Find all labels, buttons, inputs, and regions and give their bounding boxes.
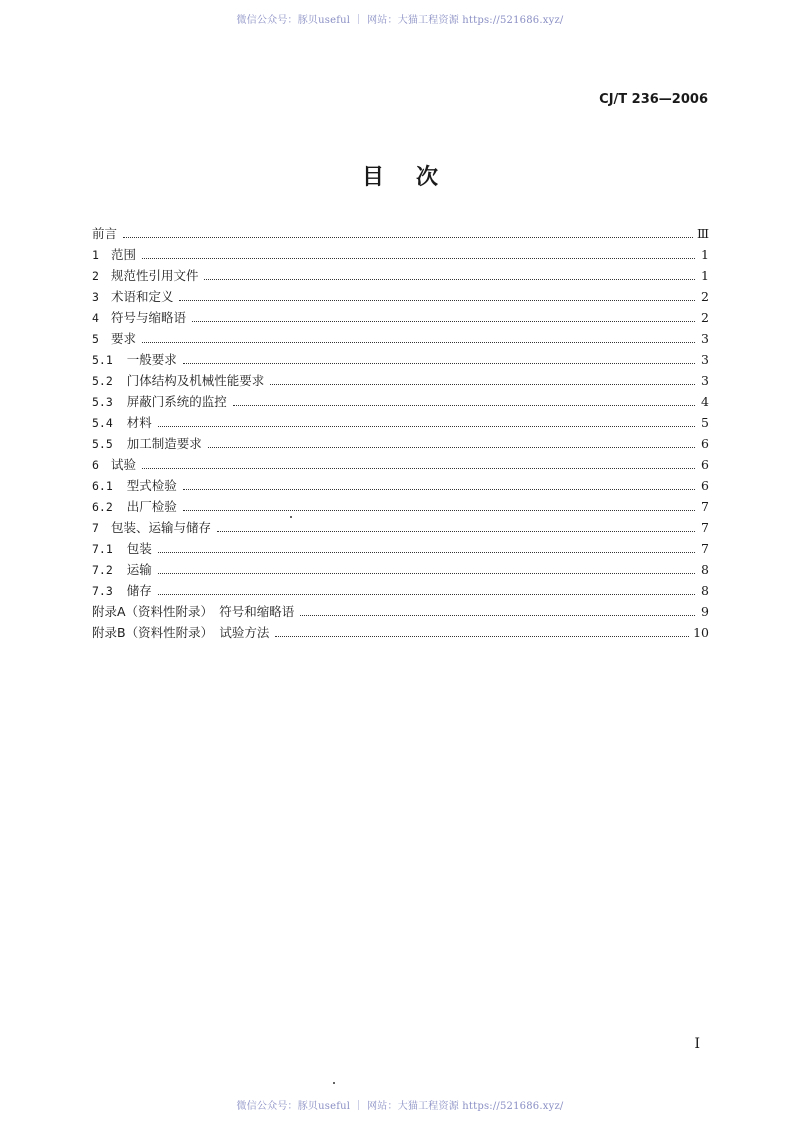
toc-leader-dots (204, 278, 695, 280)
toc-section-number: 6.2 (92, 500, 113, 514)
toc-section-number: 5.4 (92, 416, 113, 430)
toc-entry-7-2[interactable] (92, 560, 709, 581)
toc-section-number: 5.3 (92, 395, 113, 409)
toc-label: 要求 (110, 331, 136, 346)
toc-label: 一般要求 (126, 352, 177, 367)
toc-entry-3[interactable] (92, 287, 709, 308)
toc-page-number: 4 (701, 394, 709, 409)
toc-page-number: 7 (701, 499, 709, 514)
toc-page-number: 2 (701, 289, 709, 304)
toc-leader-dots (158, 551, 695, 553)
toc-page-number: 3 (701, 352, 709, 367)
toc-leader-dots (158, 425, 695, 427)
toc-entry-4[interactable] (92, 308, 709, 329)
toc-section-number: 5.2 (92, 374, 113, 388)
toc-label: 前言 (92, 226, 118, 241)
toc-entry-5[interactable] (92, 329, 709, 350)
toc-label: 屏蔽门系统的监控 (126, 394, 227, 409)
scan-speck (290, 516, 292, 518)
toc-leader-dots (275, 635, 689, 637)
toc-leader-dots (183, 362, 695, 364)
watermark-bottom: 微信公众号：豚贝useful ｜ 网站：大猫工程资源 https://521686.xyz/ (236, 1101, 564, 1112)
toc-section-number: 6.1 (92, 479, 113, 493)
toc-entry-7-3[interactable] (92, 581, 709, 602)
toc-page-number: 6 (701, 436, 709, 451)
toc-leader-dots (183, 509, 695, 511)
toc-section-number: 2 (92, 269, 99, 283)
toc-label: 型式检验 (126, 478, 177, 493)
toc-label: 符号与缩略语 (110, 310, 186, 325)
toc-label: 门体结构及机械性能要求 (126, 373, 265, 388)
toc-label: 试验 (110, 457, 136, 472)
toc-label: 附录B（资料性附录） 试验方法 (92, 625, 270, 640)
toc-leader-dots (300, 614, 695, 616)
toc-page-number: 7 (701, 541, 709, 556)
page-title: 目次 (361, 165, 470, 190)
toc-page-number: 1 (701, 247, 709, 262)
toc-section-number: 3 (92, 290, 99, 304)
table-of-contents (92, 224, 709, 644)
toc-label: 储存 (126, 583, 152, 598)
toc-label: 范围 (110, 247, 136, 262)
toc-section-number: 4 (92, 311, 99, 325)
toc-section-number: 7 (92, 521, 99, 535)
toc-page-number: 5 (701, 415, 709, 430)
toc-leader-dots (208, 446, 695, 448)
toc-leader-dots (123, 236, 693, 238)
toc-page-number: 3 (701, 373, 709, 388)
toc-label: 包装 (126, 541, 152, 556)
toc-entry-5-3[interactable] (92, 392, 709, 413)
toc-entry-6-1[interactable] (92, 476, 709, 497)
toc-label: 材料 (126, 415, 152, 430)
toc-section-number: 6 (92, 458, 99, 472)
toc-section-number: 5.5 (92, 437, 113, 451)
toc-entry-7-1[interactable] (92, 539, 709, 560)
toc-leader-dots (217, 530, 695, 532)
toc-leader-dots (192, 320, 695, 322)
toc-page-number: 9 (701, 604, 709, 619)
toc-page-number: 7 (701, 520, 709, 535)
watermark-top: 微信公众号：豚贝useful ｜ 网站：大猫工程资源 https://521686.xyz/ (236, 15, 564, 26)
toc-label: 术语和定义 (110, 289, 174, 304)
toc-section-number: 7.1 (92, 542, 113, 556)
toc-leader-dots (270, 383, 695, 385)
toc-page-number: 8 (701, 583, 709, 598)
toc-leader-dots (158, 572, 695, 574)
toc-leader-dots (158, 593, 695, 595)
toc-entry-7[interactable] (92, 518, 709, 539)
toc-page-number: 3 (701, 331, 709, 346)
toc-page-number: Ⅲ (696, 226, 709, 241)
toc-label: 出厂检验 (126, 499, 177, 514)
toc-entry-5-5[interactable] (92, 434, 709, 455)
toc-label: 附录A（资料性附录） 符号和缩略语 (92, 604, 295, 619)
toc-page-number: 1 (701, 268, 709, 283)
toc-entry-1[interactable] (92, 245, 709, 266)
page-number: I (694, 1036, 700, 1052)
toc-page-number: 6 (701, 478, 709, 493)
toc-leader-dots (233, 404, 695, 406)
toc-label: 规范性引用文件 (110, 268, 199, 283)
toc-entry-foreword[interactable] (92, 224, 709, 245)
toc-page-number: 6 (701, 457, 709, 472)
toc-entry-5-2[interactable] (92, 371, 709, 392)
toc-section-number: 7.2 (92, 563, 113, 577)
toc-entry-5-4[interactable] (92, 413, 709, 434)
toc-entry-2[interactable] (92, 266, 709, 287)
toc-leader-dots (183, 488, 695, 490)
toc-section-number: 5 (92, 332, 99, 346)
toc-entry-appendix-a[interactable] (92, 602, 709, 623)
toc-label: 运输 (126, 562, 152, 577)
toc-entry-6-2[interactable] (92, 497, 709, 518)
toc-leader-dots (142, 257, 695, 259)
toc-entry-appendix-b[interactable] (92, 623, 709, 644)
scan-speck (333, 1082, 335, 1084)
toc-leader-dots (179, 299, 695, 301)
toc-page-number: 2 (701, 310, 709, 325)
toc-entry-5-1[interactable] (92, 350, 709, 371)
toc-leader-dots (142, 467, 695, 469)
toc-section-number: 1 (92, 248, 99, 262)
toc-entry-6[interactable] (92, 455, 709, 476)
toc-label: 包装、运输与储存 (110, 520, 211, 535)
toc-label: 加工制造要求 (126, 436, 202, 451)
toc-section-number: 7.3 (92, 584, 113, 598)
toc-page-number: 8 (701, 562, 709, 577)
toc-page-number: 10 (693, 625, 709, 640)
standard-code: CJ/T 236—2006 (599, 92, 708, 107)
toc-section-number: 5.1 (92, 353, 113, 367)
toc-leader-dots (142, 341, 695, 343)
